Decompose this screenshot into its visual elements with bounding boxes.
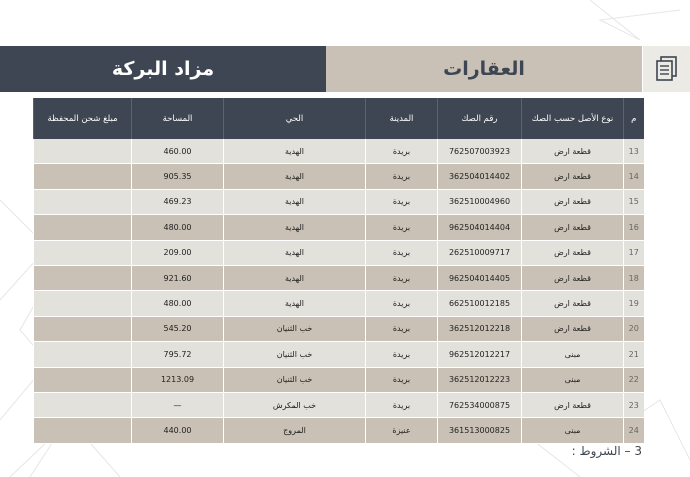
conditions-heading: 3 – الشروط : (571, 444, 642, 458)
page-header (0, 46, 690, 92)
wallet-charge (34, 240, 132, 265)
table-row (34, 342, 644, 367)
wallet-charge (34, 367, 132, 392)
asset-type: قطعة ارض (522, 215, 624, 240)
district: الهدية (224, 164, 366, 189)
area: 921.60 (132, 265, 224, 290)
city: بريدة (366, 139, 438, 164)
deed-number: 662510012185 (438, 291, 522, 316)
deed-number: 362512012223 (438, 367, 522, 392)
city: بريدة (366, 189, 438, 214)
area: 545.20 (132, 316, 224, 341)
table-row (34, 164, 644, 189)
city: بريدة (366, 164, 438, 189)
row-number: 24 (624, 418, 644, 443)
section-title: العقارات (326, 46, 642, 92)
district: الهدية (224, 291, 366, 316)
deed-number: 962512012217 (438, 342, 522, 367)
district: الهدية (224, 265, 366, 290)
area: 1213.09 (132, 367, 224, 392)
deed-number: 962504014404 (438, 215, 522, 240)
table-header-row (34, 98, 644, 139)
area: 440.00 (132, 418, 224, 443)
row-number: 15 (624, 189, 644, 214)
asset-type: قطعة ارض (522, 164, 624, 189)
auction-title: مزاد البركة (0, 46, 326, 92)
deed-number: 962504014405 (438, 265, 522, 290)
deed-number: 262510009717 (438, 240, 522, 265)
table-row (34, 189, 644, 214)
col-header-wallet-charge: مبلغ شحن المحفظة (34, 98, 132, 139)
col-header-district: الحي (224, 98, 366, 139)
asset-type: قطعة ارض (522, 265, 624, 290)
deed-number: 362510004960 (438, 189, 522, 214)
row-number: 14 (624, 164, 644, 189)
table-row (34, 392, 644, 417)
area: — (132, 392, 224, 417)
row-number: 13 (624, 139, 644, 164)
wallet-charge (34, 342, 132, 367)
district: الهدية (224, 240, 366, 265)
asset-type: قطعة ارض (522, 392, 624, 417)
area: 905.35 (132, 164, 224, 189)
asset-type: مبنى (522, 367, 624, 392)
district: المروج (224, 418, 366, 443)
wallet-charge (34, 139, 132, 164)
row-number: 19 (624, 291, 644, 316)
properties-table (33, 98, 644, 444)
deed-number: 361513000825 (438, 418, 522, 443)
table-row (34, 215, 644, 240)
table-row (34, 139, 644, 164)
wallet-charge (34, 265, 132, 290)
table-row (34, 418, 644, 443)
wallet-charge (34, 215, 132, 240)
city: بريدة (366, 367, 438, 392)
wallet-charge (34, 291, 132, 316)
row-number: 22 (624, 367, 644, 392)
city: عنيزة (366, 418, 438, 443)
asset-type: مبنى (522, 418, 624, 443)
section-icon-box (643, 46, 690, 92)
table-row (34, 316, 644, 341)
area: 209.00 (132, 240, 224, 265)
asset-type: قطعة ارض (522, 189, 624, 214)
wallet-charge (34, 418, 132, 443)
district: الهدية (224, 189, 366, 214)
area: 480.00 (132, 215, 224, 240)
asset-type: قطعة ارض (522, 291, 624, 316)
col-header-city: المدينة (366, 98, 438, 139)
city: بريدة (366, 215, 438, 240)
city: بريدة (366, 316, 438, 341)
district: خب الثنيان (224, 316, 366, 341)
row-number: 23 (624, 392, 644, 417)
asset-type: قطعة ارض (522, 240, 624, 265)
col-header-area: المساحة (132, 98, 224, 139)
row-number: 16 (624, 215, 644, 240)
row-number: 21 (624, 342, 644, 367)
district: الهدية (224, 215, 366, 240)
wallet-charge (34, 189, 132, 214)
table-row (34, 291, 644, 316)
asset-type: قطعة ارض (522, 316, 624, 341)
col-header-asset-type: نوع الأصل حسب الصك (522, 98, 624, 139)
city: بريدة (366, 291, 438, 316)
table-row (34, 240, 644, 265)
row-number: 18 (624, 265, 644, 290)
table-row (34, 265, 644, 290)
city: بريدة (366, 392, 438, 417)
row-number: 17 (624, 240, 644, 265)
document-stack-icon (655, 56, 679, 82)
deed-number: 762534000875 (438, 392, 522, 417)
area: 795.72 (132, 342, 224, 367)
wallet-charge (34, 164, 132, 189)
area: 460.00 (132, 139, 224, 164)
area: 469.23 (132, 189, 224, 214)
wallet-charge (34, 316, 132, 341)
wallet-charge (34, 392, 132, 417)
deed-number: 762507003923 (438, 139, 522, 164)
table-row (34, 367, 644, 392)
col-header-deed-number: رقم الصك (438, 98, 522, 139)
deed-number: 362512012218 (438, 316, 522, 341)
asset-type: مبنى (522, 342, 624, 367)
city: بريدة (366, 265, 438, 290)
district: خب الثنيان (224, 367, 366, 392)
area: 480.00 (132, 291, 224, 316)
city: بريدة (366, 240, 438, 265)
deed-number: 362504014402 (438, 164, 522, 189)
district: الهدية (224, 139, 366, 164)
city: بريدة (366, 342, 438, 367)
col-header-number: م (624, 98, 644, 139)
district: خب المكرش (224, 392, 366, 417)
district: خب الثنيان (224, 342, 366, 367)
asset-type: قطعة ارض (522, 139, 624, 164)
row-number: 20 (624, 316, 644, 341)
